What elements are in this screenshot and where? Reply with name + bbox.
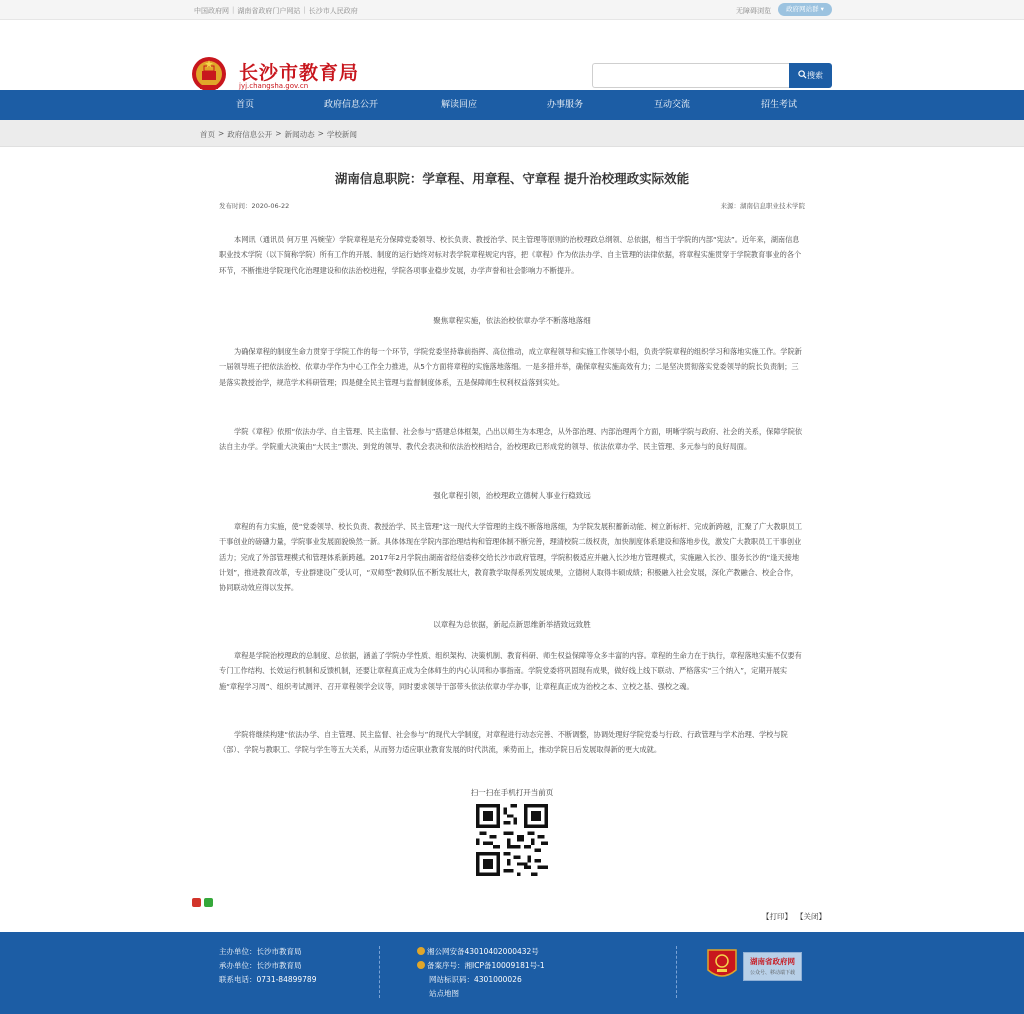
link-changsha-gov[interactable]: 长沙市人民政府 — [308, 7, 358, 15]
nav-interpretation[interactable]: 解读回应 — [440, 100, 477, 110]
footer-record-info — [417, 945, 545, 1001]
article-paragraph: 为确保章程的制度生命力贯穿于学院工作的每一个环节，学院党委坚持靠前指挥、高位推动，成立章程领导和实施工作领导小组，负责学院章程的组织学习和落地实施工作。学院新一届领导班子把依法治校、依章办学作为中心工作全力推进，从5个方面将章程的实施落地落细。一是多措并举，确保章程实施高效有力；二是坚决贯彻落实党委领导的院长负责制；三是落实教授治学，规范学术科研管理；四是健全民主管理与监督制度体系，五是保障师生权利权益落到实处。 — [219, 347, 802, 387]
article-paragraph: 本网讯（通讯员 何万里 冯婉莹）学院章程是充分保障党委领导、校长负责、教授治学、民主管理等原则的治校理政总纲领、总依据，相当于学院的内部“宪法”。近年来，湖南信息职业技术学院（以下简称学院）所有工作的开展、制度的运行始终对标对表学院章程规定内容，把《章程》作为依法办学、自主管理的法律依据，将章程实施贯穿于学院教育事业的各个环节，不断推进学院现代化治理建设和依法治校进程，学院各项事业稳步发展，办学声誉和社会影响力不断提升。 — [219, 235, 802, 275]
search-button-label: 搜索 — [807, 71, 823, 80]
accessibility-link[interactable]: 无障碍浏览 — [736, 7, 771, 15]
breadcrumb-home[interactable]: 首页 — [200, 130, 215, 139]
police-badge-icon — [417, 947, 425, 955]
header — [0, 20, 1024, 90]
link-hunan-gov[interactable]: 湖南省政府门户网站 — [237, 7, 301, 15]
footer-sitemap-link[interactable]: 站点地图 — [429, 989, 459, 998]
hunan-gov-banner-sub: 公众号、移动端下载 — [749, 970, 795, 976]
footer-icp-text: 备案序号：湘ICP备10009181号-1 — [427, 961, 545, 970]
footer-site-code: 网站标识码：4301000026 — [429, 975, 522, 984]
top-links — [194, 6, 358, 16]
footer — [0, 932, 1024, 1014]
breadcrumb-separator: > — [218, 129, 225, 138]
footer-divider — [379, 946, 380, 998]
nav-info-disclosure[interactable]: 政府信息公开 — [323, 100, 378, 110]
article-subheading: 聚焦章程实施，依法治校依章办学不断落地落细 — [433, 316, 591, 325]
top-bar — [0, 0, 1024, 20]
article-subheading: 强化章程引领，治校理政立德树人事业行稳致远 — [433, 491, 591, 500]
breadcrumb-bar — [0, 120, 1024, 147]
hunan-gov-banner[interactable] — [743, 952, 802, 981]
qr-label: 扫一扫在手机打开当前页 — [470, 788, 554, 797]
nav-services[interactable]: 办事服务 — [546, 100, 583, 110]
footer-divider — [676, 946, 677, 998]
breadcrumb-separator: > — [275, 129, 282, 138]
article-paragraph: 学院《章程》依照“依法办学、自主管理、民主监督、社会参与”搭建总体框架，凸出以师生为本理念，从外部治理、内部治理两个方面，明晰学院与政府、社会的关系，保障学院依法自主办学。学院重大决策由“大民主”票决、到党的领导、教代会表决和依法治校相结合，治校理政已形成党的领导、依法依章办学、民主管理、多元参与的良好局面。 — [219, 427, 803, 452]
footer-org-info — [219, 945, 316, 987]
breadcrumb-separator: > — [317, 129, 324, 138]
share-weibo-icon[interactable] — [192, 898, 201, 907]
nav-enrollment[interactable]: 招生考试 — [760, 100, 797, 110]
site-group-dropdown[interactable]: 政府网站群 ▾ — [778, 3, 832, 16]
qr-code — [476, 804, 548, 876]
main-nav — [0, 90, 1024, 120]
article-subheading: 以章程为总依据，新起点新思维新举措致远致胜 — [433, 620, 591, 629]
separator: | — [303, 6, 306, 14]
footer-police-record-text: 湘公网安备43010402000432号 — [427, 947, 539, 956]
breadcrumb — [200, 129, 357, 140]
icp-badge-icon — [417, 961, 425, 969]
nav-home[interactable]: 首页 — [235, 100, 254, 110]
search-button[interactable] — [789, 63, 832, 88]
footer-icp[interactable] — [417, 959, 545, 973]
footer-phone: 联系电话：0731-84899789 — [219, 975, 317, 984]
national-emblem-icon — [191, 55, 227, 93]
site-domain: jyj.changsha.gov.cn — [239, 82, 309, 90]
article-paragraph: 章程的有力实施，使“党委领导、校长负责、教授治学、民主管理”这一现代大学管理的主线不断落地落细，为学院发展积蓄新动能、树立新标杆、完成新跨越，汇聚了广大教职员工干事创业的磅礴力量，学院事业发展面貌焕然一新。具体体现在学院内部治理结构和管理体制不断完善，理清校院二级权责，加快制度体系建设和落地步伐，激发广大教职员工干事创业活力；完成了外部管理模式和管理体系新跨越。2017年2月学院由湖南省经信委移交给长沙市政府管理，学院积极适应并融入长沙地方管理模式，实施融入长沙、服务长沙的“逢天接地计划”，推进教育改革，专业群建设广受认可，“双师型”教师队伍不断发展壮大，教育教学取得系列发展成果，立德树人取得丰硕成绩；积极融入社会发展，深化产教融合、校企合作，协同联动效应得以发挥。 — [219, 522, 803, 593]
article-title: 湖南信息职院：学章程、用章程、守章程 提升治校理政实际效能 — [334, 171, 690, 186]
breadcrumb-info[interactable]: 政府信息公开 — [227, 130, 273, 139]
search-icon — [798, 70, 807, 79]
footer-police-record[interactable] — [417, 945, 545, 959]
close-button[interactable]: 【关闭】 — [796, 912, 826, 921]
article-actions — [762, 911, 826, 922]
print-button[interactable]: 【打印】 — [762, 912, 792, 921]
separator: | — [232, 6, 235, 14]
article-paragraph: 学院将继续构建“依法办学、自主管理、民主监督、社会参与”的现代大学制度，对章程进行动态完善、不断调整，协调处理好学院党委与行政、行政管理与学术治理、学校与院（部）、学院与教职工、学院与学生等五大关系，从而努力适应职业教育发展的时代洪流，乘势而上，推动学院日后发展取得新的更大成就。 — [219, 730, 788, 755]
link-gov-cn[interactable]: 中国政府网 — [194, 7, 229, 15]
footer-organizer: 承办单位：长沙市教育局 — [219, 961, 302, 970]
publish-time: 发布时间：2020-06-22 — [219, 202, 290, 210]
party-gov-badge-icon[interactable] — [706, 948, 738, 981]
site-name[interactable]: 长沙市教育局 — [239, 62, 360, 84]
search-input[interactable] — [592, 63, 789, 88]
hunan-gov-banner-title: 湖南省政府网 — [750, 957, 795, 966]
article-source: 来源：湖南信息职业技术学院 — [720, 202, 805, 210]
share-wechat-icon[interactable] — [204, 898, 213, 907]
article-paragraph: 章程是学院治校理政的总制度、总依据，涵盖了学院办学性质、组织架构、决策机制、教育科研、师生权益保障等众多丰富的内容。章程的生命力在于执行，章程落地实施不仅要有专门工作结构、长效运行机制和反馈机制，还要让章程真正成为全体师生的内心认同和办事指南。学院党委将巩固现有成果，做好线上线下联动、严格落实“三个纳入”，定期开展实施“章程学习周”、组织考试测评、召开章程领学会议等，同时要求领导干部带头依法依章办学办事，让章程真正成为治校之本、立校之基、强校之魂。 — [219, 651, 802, 691]
nav-interaction[interactable]: 互动交流 — [653, 100, 690, 110]
footer-sponsor: 主办单位：长沙市教育局 — [219, 947, 302, 956]
breadcrumb-school-news[interactable]: 学校新闻 — [326, 130, 357, 139]
breadcrumb-news[interactable]: 新闻动态 — [284, 130, 315, 139]
